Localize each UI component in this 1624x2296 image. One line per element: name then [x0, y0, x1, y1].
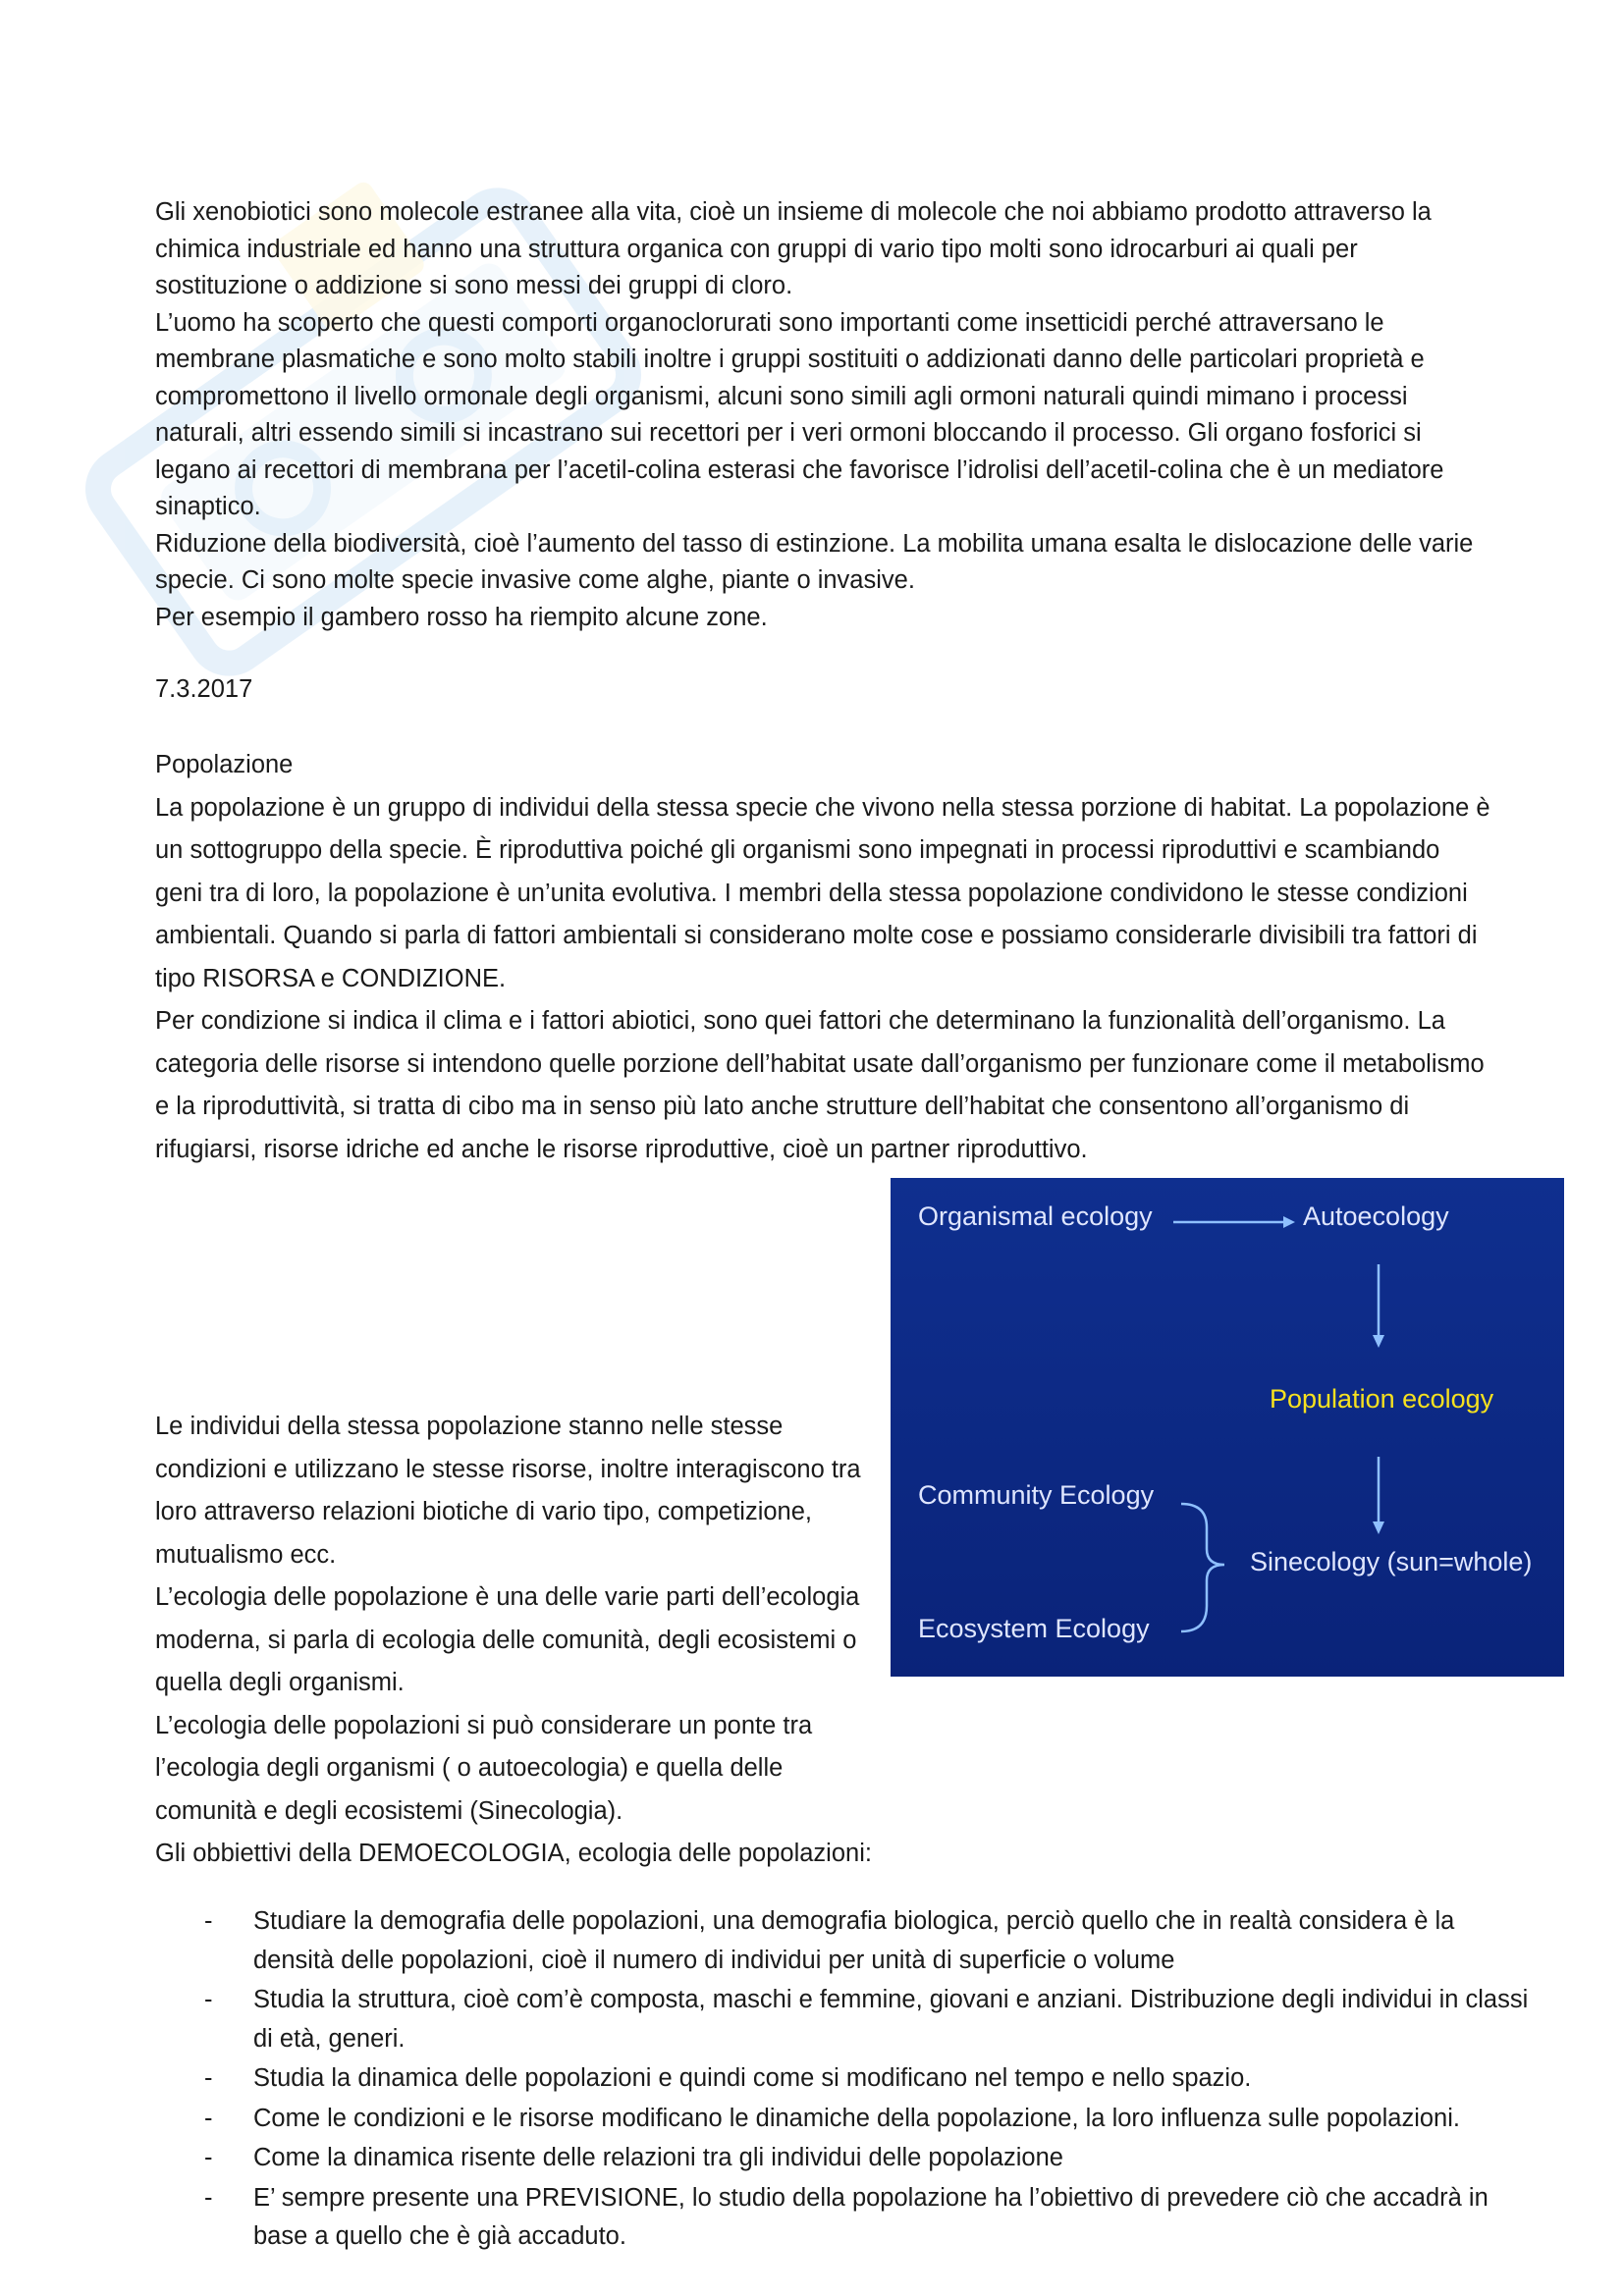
list-item [155, 2100, 1530, 2139]
paragraph: Riduzione della biodiversità, cioè l’aumento del tasso di estinzione. La mobilita umana esalta le dislocazione delle varie specie. Ci sono molte specie invasive come alghe, piante o invasive. [155, 529, 1474, 594]
arrow-right-icon [1173, 1216, 1295, 1228]
population-ecology-label: Population ecology [1270, 1384, 1494, 1414]
paragraph: Per condizione si indica il clima e i fattori abiotici, sono quei fattori che determinano la funzionalità dell’organismo. La categoria delle risorse si intendono quelle porzione dell’habitat usate dall’organismo per funzionare come il metabolismo e la riproduttività, si tratta di cibo ma in senso più lato anche strutture dell’habitat che consentono all’organismo di rifugiarsi, risorse idriche ed anche le risorse riproduttive, cioè un partner riproduttivo. [155, 1007, 1485, 1163]
wrapped-text-block [155, 1406, 882, 1876]
list-item [155, 2059, 1530, 2099]
list-item-text: Come le condizioni e le risorse modificano le dinamiche della popolazione, la loro influenza sulle popolazioni. [253, 2104, 1460, 2132]
brace-icon [1181, 1504, 1224, 1631]
lecture-date: 7.3.2017 [155, 675, 253, 703]
bullet-dash: - [204, 2183, 213, 2212]
diagram-arrows [891, 1178, 1564, 1677]
list-item-text: Studia la struttura, cioè com’è composta, maschi e femmine, giovani e anziani. Distribuzione degli individui in classi di età, generi. [253, 1986, 1529, 2053]
bullet-dash: - [204, 1907, 213, 1935]
objectives-list [155, 1902, 1530, 2258]
list-item-text: Come la dinamica risente delle relazioni tra gli individui delle popolazione [253, 2144, 1063, 2171]
paragraph: Le individui della stessa popolazione stanno nelle stesse condizioni e utilizzano le stesse risorse, inoltre interagiscono tra loro attraverso relazioni biotiche di vario tipo, competizione, mutualismo ecc. [155, 1413, 861, 1569]
bullet-dash: - [204, 2064, 213, 2092]
list-item-text: Studiare la demografia delle popolazioni, una demografia biologica, perciò quello che in realtà considera è la densità delle popolazioni, cioè il numero di individui per unità di superficie o volume [253, 1907, 1455, 1974]
autoecology-label: Autoecology [1303, 1201, 1449, 1231]
intro-block [155, 194, 1490, 636]
paragraph: Per esempio il gambero rosso ha riempito alcune zone. [155, 603, 768, 631]
bullet-dash: - [204, 2104, 213, 2132]
bullet-dash: - [204, 2144, 213, 2171]
bullet-dash: - [204, 1986, 213, 2013]
paragraph: L’ecologia delle popolazione è una delle varie parti dell’ecologia moderna, si parla di ecologia delle comunità, degli ecosistemi o quella degli organismi. [155, 1583, 860, 1696]
list-item [155, 2139, 1530, 2178]
paragraph: La popolazione è un gruppo di individui della stessa specie che vivono nella stessa porzione di habitat. La popolazione è un sottogruppo della specie. È riproduttiva poiché gli organismi sono impegnati in processi riproduttivi e scambiando geni tra di loro, la popolazione è un’unita evolutiva. I membri della stessa popolazione condividono le stesse condizioni ambientali. Quando si parla di fattori ambientali si considerano molte cose e possiamo considerarle divisibili tra fattori di tipo RISORSA e CONDIZIONE. [155, 793, 1490, 992]
ecosystem-ecology-label: Ecosystem Ecology [918, 1614, 1150, 1643]
paragraph: Gli xenobiotici sono molecole estranee alla vita, cioè un insieme di molecole che noi abbiamo prodotto attraverso la chimica industriale ed hanno una struttura organica con gruppi di vario tipo molti sono idrocarburi ai quali per sostituzione o addizione si sono messi dei gruppi di cloro. [155, 198, 1432, 299]
list-item [155, 2179, 1530, 2257]
list-item-text: E’ sempre presente una PREVISIONE, lo studio della popolazione ha l’obiettivo di prevedere ciò che accadrà in base a quello che è già accaduto. [253, 2183, 1489, 2250]
section-title: Popolazione [155, 751, 294, 778]
organismal-ecology-label: Organismal ecology [918, 1201, 1153, 1231]
arrow-down-icon [1373, 1264, 1384, 1348]
ecology-diagram [891, 1178, 1564, 1677]
list-item-text: Studia la dinamica delle popolazioni e quindi come si modificano nel tempo e nello spazio. [253, 2064, 1252, 2092]
paragraph: Gli obbiettivi della DEMOECOLOGIA, ecologia delle popolazioni: [155, 1840, 872, 1867]
arrow-down-icon [1373, 1457, 1384, 1534]
sinecology-label: Sinecology (sun=whole) [1250, 1547, 1533, 1576]
section-popolazione [155, 744, 1490, 1171]
paragraph: L’uomo ha scoperto che questi comporti organoclorurati sono importanti come insetticidi perché attraversano le membrane plasmatiche e sono molto stabili inoltre i gruppi sostituiti o addizionati danno delle particolari proprietà e compromettono il livello ormonale degli organismi, alcuni sono simili agli ormoni naturali quindi mimano i processi naturali, altri essendo simili si incastrano sui recettori per i veri ormoni bloccando il processo. Gli organo fosforici si legano ai recettori di membrana per l’acetil-colina esterasi che favorisce l’idrolisi dell’acetil-colina che è un mediatore sinaptico. [155, 308, 1444, 520]
list-item [155, 1981, 1530, 2058]
paragraph: L’ecologia delle popolazioni si può considerare un ponte tra l’ecologia degli organismi ( o autoecologia) e quella delle comunità e degli ecosistemi (Sinecologia). [155, 1711, 813, 1825]
list-item [155, 1902, 1530, 1980]
community-ecology-label: Community Ecology [918, 1480, 1155, 1510]
